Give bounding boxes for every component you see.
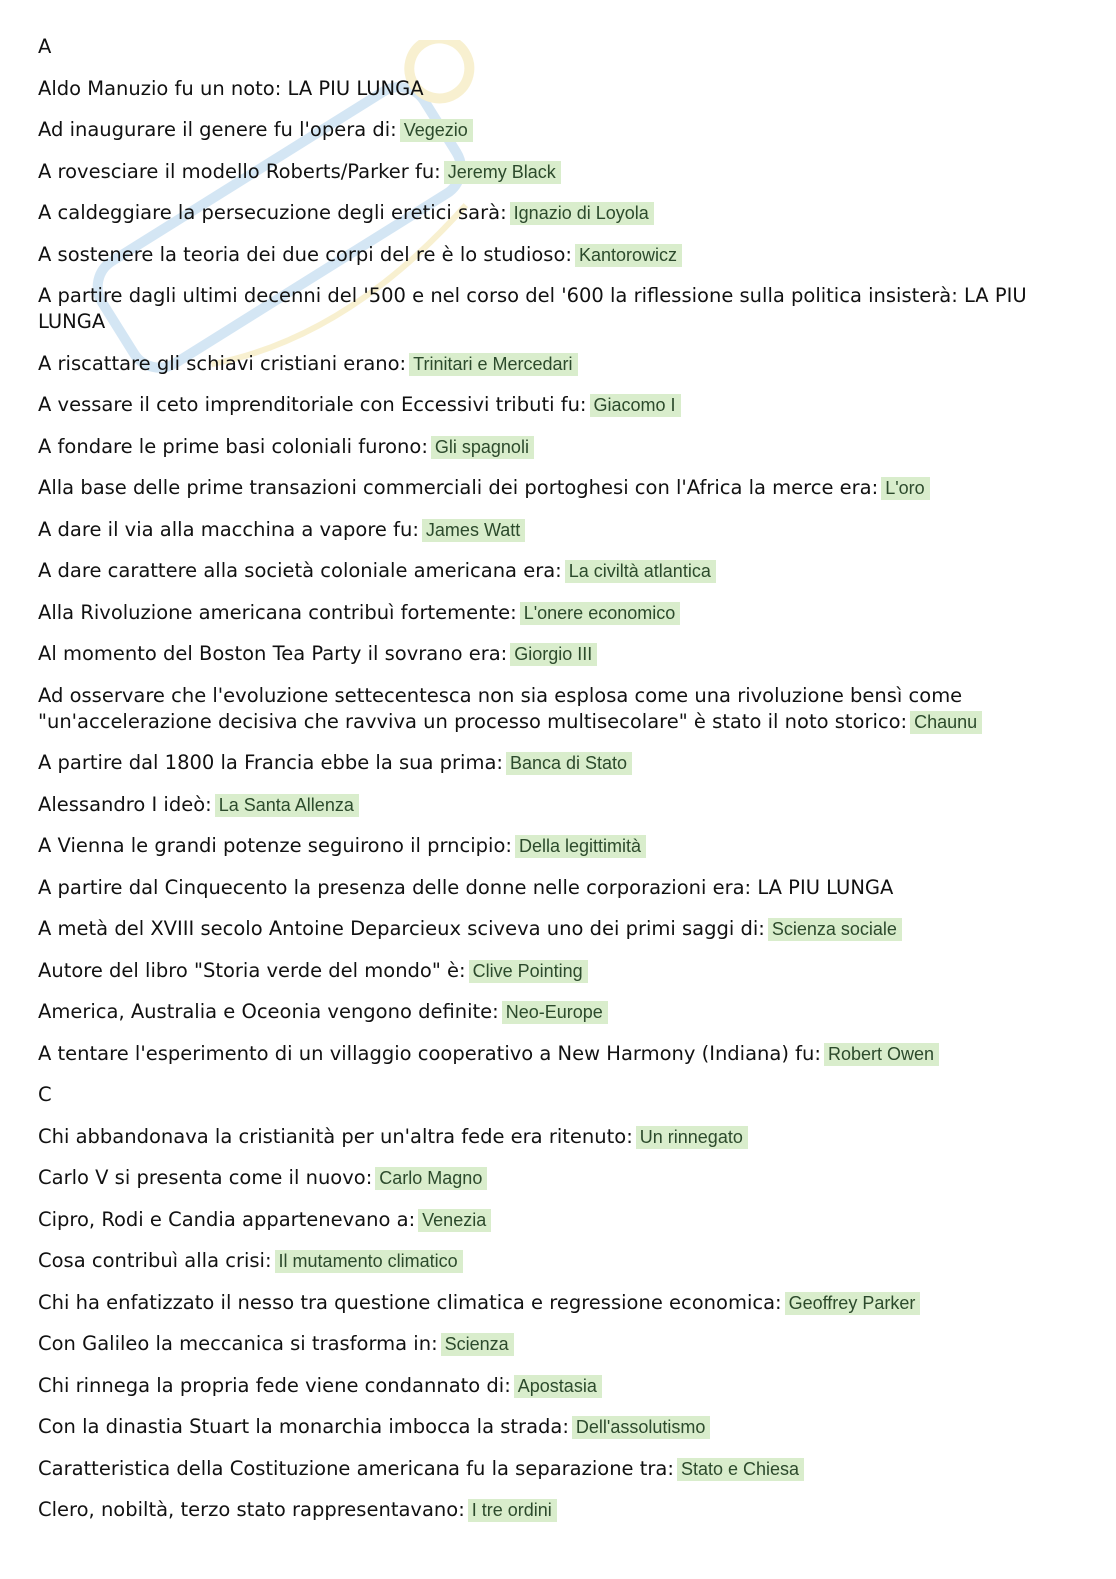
question-line [38, 1248, 1078, 1274]
question-text: A vessare il ceto imprenditoriale con Eccessivi tributi fu: [38, 393, 587, 416]
answer-highlight: Venezia [418, 1209, 491, 1232]
answer-highlight: Gli spagnoli [431, 436, 534, 459]
question-text: Caratteristica della Costituzione americana fu la separazione tra: [38, 1456, 674, 1480]
question-line [38, 1497, 1078, 1523]
question-line [38, 1124, 1078, 1150]
question-text: Chi rinnega la propria fede viene condannato di: [38, 1373, 511, 1397]
question-text: Alessandro I ideò: [38, 792, 212, 816]
question-line [38, 1414, 1078, 1440]
answer-highlight: Vegezio [400, 119, 473, 142]
answer-highlight: Scienza sociale [768, 918, 902, 941]
question-text: Alla base delle prime transazioni commerciali dei portoghesi con l'Africa la merce era: [38, 476, 879, 499]
question-line [38, 1207, 1078, 1233]
answer-highlight: Un rinnegato [636, 1126, 748, 1149]
answer-highlight: L'onere economico [520, 602, 681, 625]
question-text: Chi abbandonava la cristianità per un'altra fede era ritenuto: [38, 1124, 633, 1148]
question-line [38, 1165, 1078, 1191]
question-line [38, 159, 1078, 185]
answer-highlight: Giacomo I [590, 394, 681, 417]
question-text: A metà del XVIII secolo Antoine Deparcieux sciveva uno dei primi saggi di: [38, 917, 765, 940]
section-letter: C [38, 1083, 52, 1106]
answer-highlight: Kantorowicz [575, 244, 682, 267]
question-line [38, 1290, 1078, 1316]
question-line [38, 558, 1078, 584]
question-line [38, 875, 1078, 901]
question-text: A caldeggiare la persecuzione degli eretici sarà: [38, 201, 507, 224]
question-text: A dare carattere alla società coloniale americana era: [38, 559, 562, 582]
question-line [38, 999, 1078, 1025]
question-text: A partire dal Cinquecento la presenza delle donne nelle corporazioni era: LA PIU LUNGA [38, 875, 894, 899]
question-line [38, 392, 1078, 418]
question-line [38, 434, 1078, 460]
answer-highlight: Giorgio III [510, 643, 597, 666]
answer-highlight: Della legittimità [515, 835, 646, 858]
answer-highlight: Chaunu [910, 711, 982, 734]
answer-highlight: Dell'assolutismo [572, 1416, 710, 1439]
question-line [38, 958, 1078, 984]
question-line [38, 750, 1078, 776]
answer-highlight: Apostasia [514, 1375, 602, 1398]
answer-highlight: Il mutamento climatico [275, 1250, 463, 1273]
question-line [38, 1456, 1078, 1482]
answer-highlight: La civiltà atlantica [565, 560, 716, 583]
question-text: Ad inaugurare il genere fu l'opera di: [38, 118, 397, 141]
answer-highlight: Carlo Magno [375, 1167, 487, 1190]
answer-highlight: I tre ordini [468, 1499, 557, 1522]
question-text: A partire dagli ultimi decenni del '500 e nel corso del '600 la riflessione sulla politica insisterà: LA PIU LUNGA [38, 284, 1027, 333]
question-line [38, 517, 1078, 543]
question-line [38, 641, 1078, 667]
question-text: Chi ha enfatizzato il nesso tra questione climatica e regressione economica: [38, 1290, 782, 1314]
question-text: Clero, nobiltà, terzo stato rappresentavano: [38, 1498, 465, 1521]
question-line [38, 242, 1078, 268]
section-letter: A [38, 35, 52, 58]
question-line [38, 475, 1078, 501]
answer-highlight: L'oro [881, 477, 929, 500]
answer-highlight: James Watt [422, 519, 525, 542]
question-line [38, 833, 1078, 859]
question-text: Aldo Manuzio fu un noto: LA PIU LUNGA [38, 76, 424, 100]
question-text: A Vienna le grandi potenze seguirono il prncipio: [38, 834, 512, 857]
question-text: A rovesciare il modello Roberts/Parker fu: [38, 159, 441, 183]
answer-highlight: Ignazio di Loyola [510, 202, 654, 225]
answer-highlight: Banca di Stato [506, 752, 632, 775]
question-line [38, 1041, 1078, 1067]
question-text: America, Australia e Oceonia vengono definite: [38, 1000, 499, 1023]
question-text: Carlo V si presenta come il nuovo: [38, 1166, 373, 1189]
question-text: Cipro, Rodi e Candia appartenevano a: [38, 1207, 416, 1231]
question-text: A fondare le prime basi coloniali furono: [38, 434, 428, 458]
question-text: A dare il via alla macchina a vapore fu: [38, 517, 419, 541]
question-line [38, 351, 1078, 377]
question-line [38, 683, 1078, 735]
answer-highlight: Stato e Chiesa [677, 1458, 804, 1481]
qa-list [38, 34, 1078, 1523]
question-line [38, 600, 1078, 626]
question-text: Alla Rivoluzione americana contribuì fortemente: [38, 600, 517, 624]
question-line [38, 916, 1078, 942]
answer-highlight: La Santa Allenza [215, 794, 359, 817]
question-text: Al momento del Boston Tea Party il sovrano era: [38, 642, 508, 665]
answer-highlight: Robert Owen [824, 1043, 939, 1066]
answer-highlight: Trinitari e Mercedari [409, 353, 577, 376]
question-text: Con Galileo la meccanica si trasforma in: [38, 1332, 438, 1355]
answer-highlight: Scienza [441, 1333, 514, 1356]
question-text: A riscattare gli schiavi cristiani erano: [38, 351, 407, 375]
question-text: Autore del libro "Storia verde del mondo" è: [38, 958, 466, 982]
question-line [38, 200, 1078, 226]
question-text: Con la dinastia Stuart la monarchia imbocca la strada: [38, 1415, 569, 1438]
question-line [38, 792, 1078, 818]
document-body [38, 34, 1078, 1539]
question-line [38, 1331, 1078, 1357]
answer-highlight: Neo-Europe [502, 1001, 608, 1024]
answer-highlight: Geoffrey Parker [785, 1292, 921, 1315]
question-line [38, 117, 1078, 143]
question-text: Ad osservare che l'evoluzione settecentesca non sia esplosa come una rivoluzione bensì come "un'accelerazione decisiva che ravviva un processo multisecolare" è stato il noto storico: [38, 683, 963, 733]
question-text: A tentare l'esperimento di un villaggio cooperativo a New Harmony (Indiana) fu: [38, 1041, 821, 1065]
question-line [38, 283, 1078, 335]
answer-highlight: Clive Pointing [469, 960, 588, 983]
question-text: A partire dal 1800 la Francia ebbe la sua prima: [38, 751, 503, 774]
question-text: Cosa contribuì alla crisi: [38, 1249, 272, 1272]
question-line [38, 76, 1078, 102]
answer-highlight: Jeremy Black [444, 161, 561, 184]
question-line [38, 1373, 1078, 1399]
question-text: A sostenere la teoria dei due corpi del re è lo studioso: [38, 242, 572, 266]
